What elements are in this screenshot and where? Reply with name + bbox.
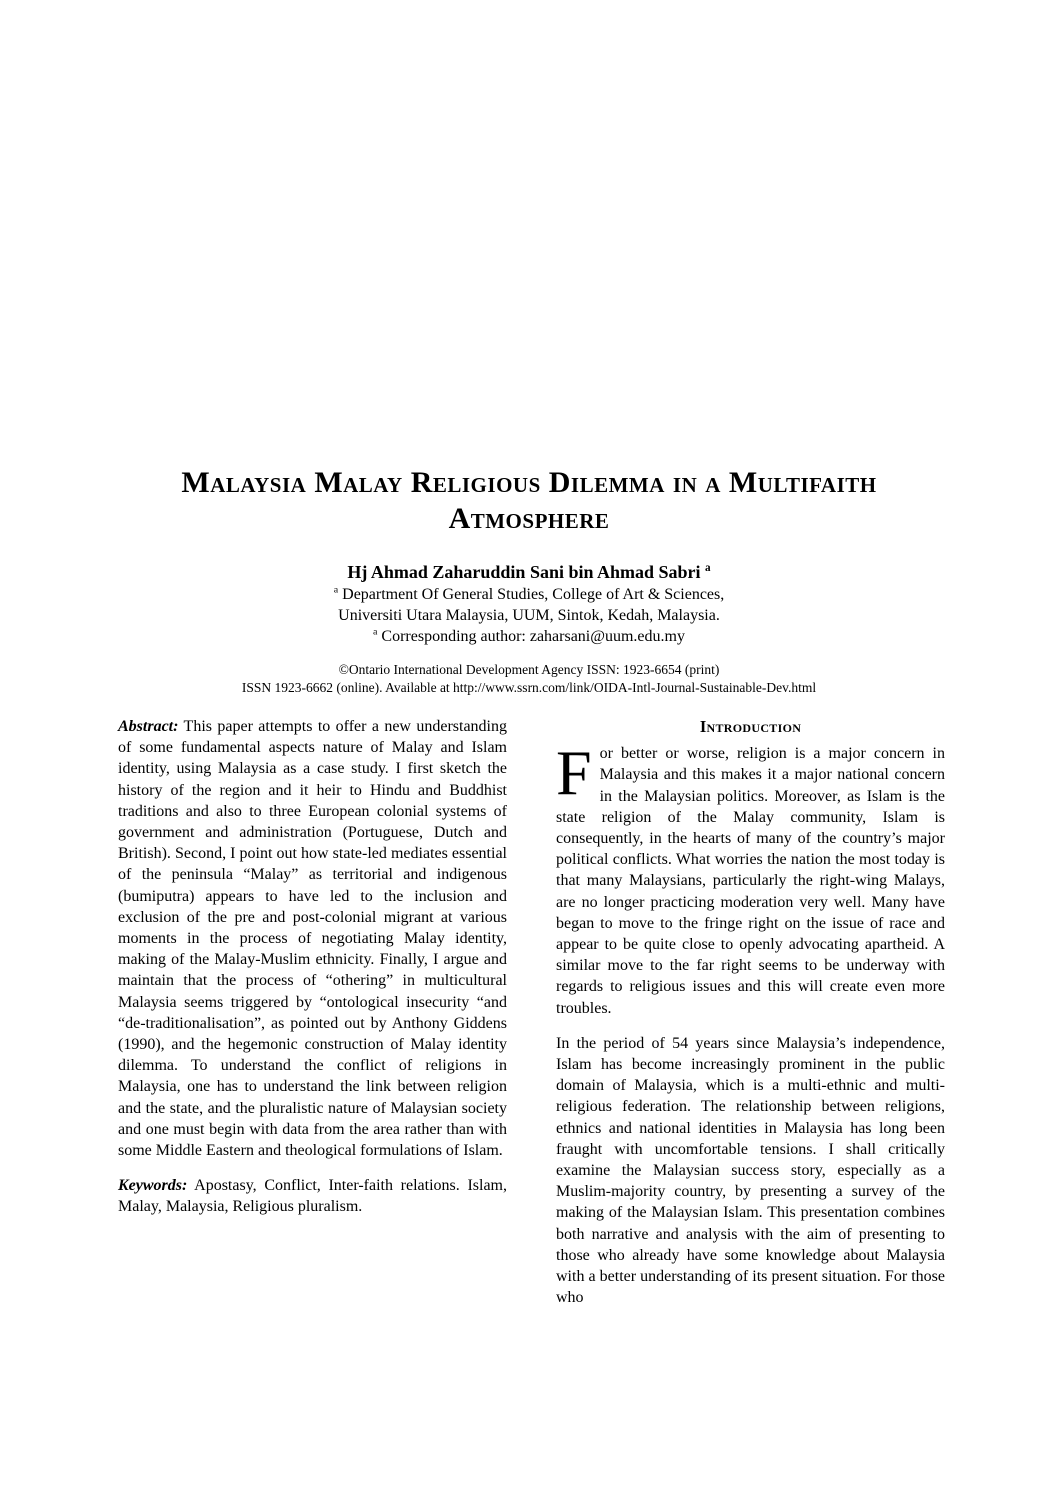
affiliation-line-1: $^a$ Department Of General Studies, College of Art & Sciences, bbox=[333, 584, 725, 603]
left-column bbox=[118, 716, 507, 1322]
introduction-paragraph-1-text: or better or worse, religion is a major concern in Malaysia and this makes it a major national concern in the Malaysian politics. Moreover, as Islam is the state religion of the Malay community, Islam is consequently, in the hearts of many of the country’s major political conflicts. What worries the nation the most today is that many Malaysians, particularly the right-wing Malays, are no longer practicing moderation very well. Many have began to move to the fringe right on the issue of race and appear to be quite close to openly advocating apartheid. A similar move to the far right seems to be underway with regards to religious issues and this will create even more troubles. bbox=[556, 745, 945, 1017]
front-matter bbox=[0, 465, 1058, 697]
affiliation-line-2: Universiti Utara Malaysia, UUM, Sintok, Kedah, Malaysia. bbox=[338, 607, 720, 624]
author-name: Hj Ahmad Zaharuddin Sani bin Ahmad Sabri $^a$ bbox=[347, 562, 711, 582]
affiliation-marker: a bbox=[333, 584, 339, 596]
two-column-body bbox=[118, 716, 945, 1322]
introduction-paragraph-2: In the period of 54 years since Malaysia’s independence, Islam has become increasingly prominent in the public domain of Malaysia, which is a multi-ethnic and multi-religious federation. The relationship between religions, ethnics and national identities in Malaysia has long been fraught with uncomfortable tensions. I shall critically examine the Malaysian success story, especially as a Muslim-majority country, by presenting a survey of the making of the Malaysian Islam. This presentation combines both narrative and analysis with the aim of presenting to those who already have some knowledge about Malaysia with a better understanding of its present situation. For those who bbox=[556, 1034, 945, 1307]
paper-title-line-2: Atmosphere bbox=[448, 502, 610, 535]
paper-title-line-1: Malaysia Malay Religious Dilemma in a Multifaith bbox=[181, 466, 877, 499]
paper-title bbox=[0, 465, 1058, 537]
right-column bbox=[556, 716, 945, 1322]
section-heading-introduction: Introduction bbox=[699, 717, 802, 736]
abstract-paragraph bbox=[118, 716, 507, 1161]
corresponding-author-line: $^a$ Corresponding author: zaharsani@uum.edu.my bbox=[373, 626, 685, 645]
author-block bbox=[0, 561, 1058, 647]
publisher-issn-print: ©Ontario International Development Agency ISSN: 1923-6654 (print) bbox=[338, 662, 720, 677]
corresponding-author-marker: a bbox=[373, 626, 378, 638]
keywords-label: Keywords: bbox=[118, 1177, 188, 1195]
abstract-text: This paper attempts to offer a new understanding of some fundamental aspects nature of Malay and Islam identity, using Malaysia as a case study. I first sketch the history of the region and it heir to Hindu and Buddhist traditions and also to three European colonial systems of government and administration (Portuguese, Dutch and British). Second, I point out how state-led mediates essential of the peninsula “Malay” as territorial and indigenous (bumiputra) appears to have led to the inclusion and exclusion of the pre and post-colonial migrant at various moments in the process of negotiating Malay identity, making of the Malay-Muslim ethnicity. Finally, I argue and maintain that the process of “othering” in multicultural Malaysia seems triggered by “ontological insecurity “and “de-traditionalisation”, as pointed out by Anthony Giddens (1990), and the hegemonic construction of Malay identity dilemma. To understand the conflict of religions in Malaysia, one has to understand the link between religion and the state, and the pluralistic nature of Malaysian society and one must begin with data from the area rather than with some Middle Eastern and theological formulations of Islam. bbox=[118, 718, 507, 1160]
keywords-paragraph bbox=[118, 1175, 507, 1217]
publisher-block bbox=[0, 661, 1058, 697]
keywords-text: Apostasy, Conflict, Inter-faith relations. Islam, Malay, Malaysia, Religious pluralism. bbox=[118, 1177, 508, 1216]
drop-cap: F bbox=[556, 737, 592, 809]
introduction-paragraph-1 bbox=[556, 737, 945, 1019]
author-affiliation-marker: a bbox=[705, 562, 711, 574]
publisher-issn-online: ISSN 1923-6662 (online). Available at http://www.ssrn.com/link/OIDA-Intl-Journal-Sustainable-Dev.html bbox=[241, 680, 817, 695]
abstract-label: Abstract: bbox=[118, 718, 179, 735]
